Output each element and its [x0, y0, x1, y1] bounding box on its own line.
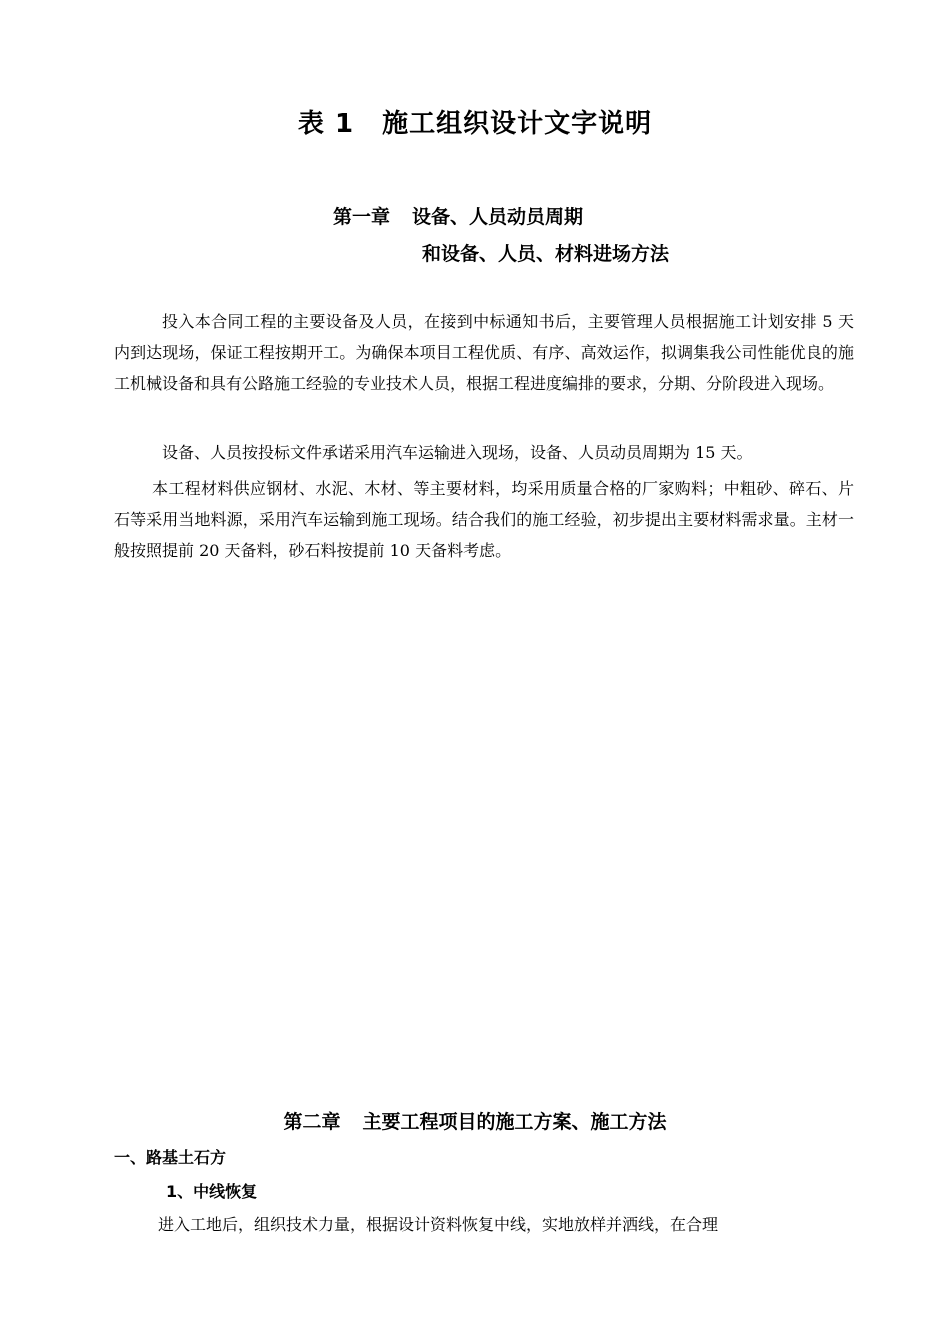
section-heading: 一、路基土石方 [114, 1148, 227, 1167]
chapter1-title-line2: 和设备、人员、材料进场方法 [422, 243, 670, 265]
chapter1-title-line1: 设备、人员动员周期 [412, 206, 584, 228]
title-number: 表 1 [297, 109, 355, 139]
title-text: 施工组织设计文字说明 [382, 109, 653, 139]
chapter2-number: 第二章 [283, 1111, 341, 1133]
chapter1-heading [333, 204, 583, 230]
chapter1-number: 第一章 [333, 206, 391, 228]
chapter1-paragraph-1: 投入本合同工程的主要设备及人员，在接到中标通知书后，主要管理人员根据施工计划安排 5 天内到达现场，保证工程按期开工。为确保本项目工程优质、有序、高效运作，拟调集我公司性能优良的施工机械设备和具有公路施工经验的专业技术人员，根据工程进度编排的要求，分期、分阶段进入现场。 [114, 312, 854, 393]
document-title [0, 104, 950, 144]
chapter2-heading [0, 1108, 950, 1136]
chapter2-paragraph: 进入工地后，组织技术力量，根据设计资料恢复中线，实地放样并洒线，在合理 [158, 1215, 719, 1234]
chapter2-title: 主要工程项目的施工方案、施工方法 [362, 1111, 667, 1133]
chapter1-paragraph-3: 本工程材料供应钢材、水泥、木材、等主要材料，均采用质量合格的厂家购料；中粗砂、碎石、片石等采用当地料源，采用汽车运输到施工现场。结合我们的施工经验，初步提出主要材料需求量。主材一般按照提前 20 天备料，砂石料按提前 10 天备料考虑。 [114, 479, 854, 560]
chapter1-paragraph-2: 设备、人员按投标文件承诺采用汽车运输进入现场，设备、人员动员周期为 15 天。 [162, 443, 753, 462]
subsection-heading: 1、中线恢复 [166, 1182, 258, 1201]
